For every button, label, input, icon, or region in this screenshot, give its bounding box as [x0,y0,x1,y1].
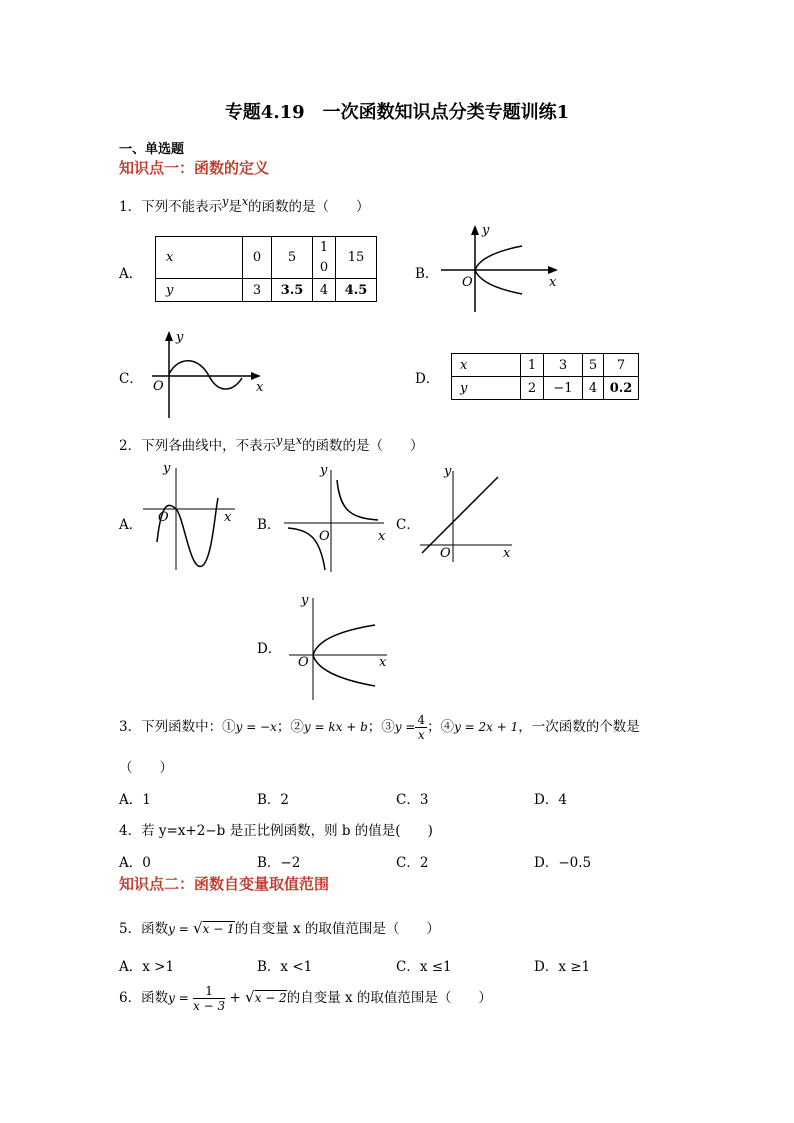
table-cell: y [452,377,521,400]
cubic-curve [157,498,218,566]
q1-graph-b [436,220,566,315]
question-2 [119,434,424,454]
hyperbola-branch-1 [337,480,378,520]
q5-option-a: A．x >1 [119,959,175,975]
q2-option-d-label: D． [257,641,282,657]
q1-option-a-label: A． [119,266,143,282]
q2-var-x: x [295,434,303,447]
sine-curve [169,361,242,389]
table-cell: 7 [604,354,639,377]
q2-text-a: 2．下列各曲线中，不表示 [119,438,277,454]
y-label: y [320,463,328,478]
q3-formula-2: y = kx + b [303,720,368,734]
x-label: x [378,529,386,544]
q5-radicand: x − 1 [202,922,235,936]
q1-table-a [155,236,377,302]
question-3 [119,712,640,742]
q3-circled-4: ④ [440,719,455,735]
table-cell: y [156,279,243,302]
q3-formula-1: y = −x [235,720,277,734]
table-cell: 1 0 [313,237,336,279]
q1-text-a: 1．下列不能表示 [119,199,223,215]
x-label: x [549,275,557,290]
q3-suffix: ，一次函数的个数是 [518,719,640,735]
y-label: y [444,465,452,479]
straight-line [422,477,498,553]
x-label: x [503,546,511,561]
table-cell: x [452,354,521,377]
fraction-numerator: 4 [417,713,426,727]
table-cell: −1 [544,377,583,400]
q3-formula-4: y = 2x + 1 [454,720,519,734]
x-label: x [256,380,264,395]
q3-option-a: A．1 [119,792,151,808]
table-cell: 4 [583,377,604,400]
question-4: 4．若 y=x+2−b 是正比例函数，则 b 的值是( ) [119,823,433,839]
section-heading: 一、单选题 [119,142,185,157]
table-cell: 2 [521,377,544,400]
q5-suffix: 的自变量 x 的取值范围是（ ） [234,921,440,937]
knowledge-point-1: 知识点一：函数的定义 [119,159,270,177]
q2-graph-d [285,592,395,702]
origin-label: O [319,529,330,544]
q1-option-c-label: C． [119,371,143,387]
q4-option-c: C．2 [396,855,429,871]
table-cell: 0.2 [604,377,639,400]
q1-graph-c [144,325,269,420]
q2-option-b-label: B． [257,517,281,533]
q1-var-x: x [241,195,249,208]
x-axis-arrow [548,266,558,274]
q5-option-c: C．x ≤1 [396,959,452,975]
q2-graph-a [140,462,240,572]
q1-text-b: 是 [228,199,242,215]
y-label: y [301,593,309,608]
sqrt-icon: √ [245,988,255,1006]
table-cell: 4.5 [336,279,377,302]
q3-formula-3-fraction [415,713,427,742]
x-axis-arrow [251,372,261,380]
q3-prefix: 3．下列函数中： [119,719,223,735]
origin-label: O [440,546,451,561]
table-cell: 4 [313,279,336,302]
q6-lhs: y = [168,991,189,1005]
table-cell: 5 [272,237,313,279]
origin-label: O [153,379,164,394]
q4-option-a: A．0 [119,855,151,871]
q1-option-d-label: D． [415,371,440,387]
q3-paren: （ ） [119,760,173,776]
table-cell: 15 [336,237,377,279]
q2-text-b: 是 [282,438,296,454]
q4-option-b: B．−2 [257,855,301,871]
y-axis-arrow [471,225,479,235]
q6-fraction [193,984,225,1013]
y-axis-arrow [165,331,173,341]
q3-option-c: C．3 [396,792,429,808]
q3-sep: ； [276,719,291,735]
origin-label: O [158,510,169,525]
q1-table-d [451,353,639,400]
x-label: x [379,655,387,670]
table-cell: 5 [583,354,604,377]
q6-radicand: x − 2 [254,991,287,1005]
q3-circled-1: ① [222,719,236,735]
q3-sep: ； [367,719,382,735]
q2-graph-c [416,465,516,565]
q3-circled-3: ③ [381,719,395,735]
q3-option-b: B．2 [257,792,290,808]
q2-option-c-label: C． [396,517,420,533]
fraction-numerator: 1 [193,984,225,999]
q1-var-y: y [222,195,229,208]
table-cell: 3 [544,354,583,377]
y-label: y [482,223,490,238]
table-cell: x [156,237,243,279]
origin-label: O [462,275,473,290]
q5-lhs: y = [168,922,189,936]
q2-var-y: y [276,434,283,447]
q1-option-b-label: B． [415,266,439,282]
q5-option-b: B．x <1 [257,959,313,975]
table-cell: 3 [243,279,272,302]
page-title: 专题4.19 一次函数知识点分类专题训练1 [224,102,570,123]
origin-label: O [298,655,309,670]
knowledge-point-2: 知识点二：函数自变量取值范围 [119,875,330,893]
fraction-denominator: x − 3 [193,999,226,1013]
q2-text-c: 的函数的是（ ） [302,438,424,454]
q5-prefix: 5．函数 [119,921,169,937]
q6-suffix: 的自变量 x 的取值范围是（ ） [286,990,492,1006]
q5-option-d: D．x ≥1 [534,959,591,975]
y-label: y [163,462,171,476]
table-cell: 0 [243,237,272,279]
q6-prefix: 6．函数 [119,990,169,1006]
question-5 [119,917,440,937]
q6-plus: + [229,990,241,1006]
sqrt-icon: √ [193,919,203,937]
table-cell: 1 [521,354,544,377]
question-1 [119,195,370,215]
table-cell: 3.5 [272,279,313,302]
y-label: y [176,330,184,345]
q2-option-a-label: A． [119,517,143,533]
x-label: x [224,510,232,525]
q1-text-c: 的函数的是（ ） [248,199,370,215]
q3-formula-3-lhs: y = [394,720,416,734]
fraction-denominator: x [417,728,425,742]
q3-sep: ； [427,719,441,735]
q2-graph-b [280,460,390,575]
q3-option-d: D．4 [534,792,567,808]
q3-circled-2: ② [290,719,304,735]
question-6 [119,982,492,1013]
q4-option-d: D．−0.5 [534,855,592,871]
